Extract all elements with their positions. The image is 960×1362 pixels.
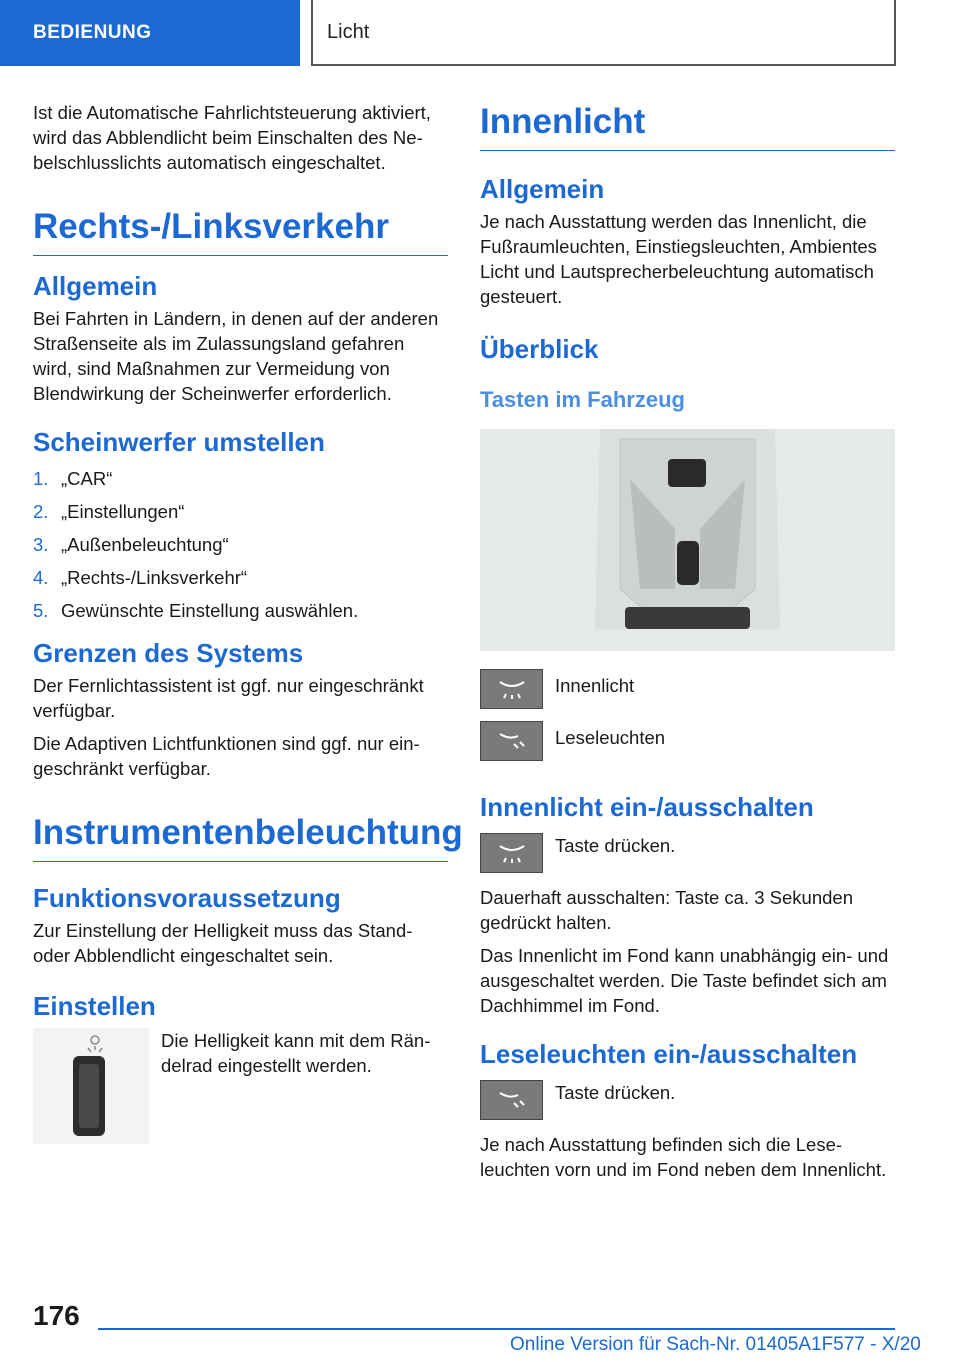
reading-light-label: Leseleuchten (555, 727, 666, 748)
function-requirement-text: Zur Einstellung der Helligkeit muss das Stand- oder Abblendlicht eingeschaltet sein. (33, 920, 413, 966)
heading-toggle-reading: Leseleuchten ein-/ausschalten (480, 1039, 858, 1069)
permanent-off-text: Dauerhaft ausschalten: Taste ca. 3 Sekunden gedrückt halten. (480, 887, 853, 933)
dial-row (33, 1028, 448, 1144)
heading-general-traffic: Allgemein (33, 271, 158, 301)
heading-overview: Überblick (480, 334, 599, 364)
key-row-reading (480, 721, 895, 761)
footer-version: Online Version für Sach-Nr. 01405A1F577 - X/20 (510, 1334, 921, 1355)
heading-instrument-lighting: Instrumentenbeleuchtung (33, 811, 448, 862)
left-column (33, 100, 463, 1156)
section-tab: BEDIENUNG (0, 0, 300, 66)
list-item: 2. „Einstellungen“ (33, 501, 185, 522)
reading-light-icon (480, 1080, 543, 1120)
heading-function-requirement: Funktionsvoraussetzung (33, 883, 341, 913)
general-interior-text: Je nach Ausstattung werden das Innenlicht, die Fußraumleuchten, Einstiegsleuchten, Ambientes Licht und Lautsprecherbeleuchtung automatisch gesteuert. (480, 211, 877, 307)
general-traffic-text: Bei Fahrten in Ländern, in denen auf der anderen Straßenseite als im Zulassungsland gefahren wird, sind Maßnahmen zur Vermeidung von Blendwirkung der Scheinwerfer erforderlich. (33, 308, 439, 404)
key-row-interior (480, 669, 895, 709)
right-column (480, 100, 895, 1190)
press-text: Taste drücken. (555, 1082, 676, 1103)
page-number: 176 (33, 1300, 80, 1331)
heading-switch-headlights: Scheinwerfer umstellen (33, 427, 325, 457)
heading-toggle-interior: Innenlicht ein-/ausschalten (480, 792, 814, 822)
heading-traffic: Rechts-/Linksverkehr (33, 205, 448, 256)
rear-interior-text: Das Innenlicht im Fond kann unabhängig ein- und ausgeschaltet werden. Die Taste befindet sich am Dachhimmel im Fond. (480, 945, 889, 1016)
press-text: Taste drücken. (555, 835, 676, 856)
footer-divider (98, 1328, 895, 1330)
adjust-text: Die Helligkeit kann mit dem Rändelrad eingestellt werden. (161, 1030, 431, 1076)
list-item: 1. „CAR“ (33, 468, 113, 489)
heading-buttons-in-vehicle: Tasten im Fahrzeug (480, 387, 685, 412)
limits-text-1: Der Fernlichtassistent ist ggf. nur eingeschränkt verfügbar. (33, 675, 424, 721)
reading-lights-text: Je nach Ausstattung befinden sich die Leseleuchten vorn und im Fond neben dem Innenlicht. (480, 1134, 887, 1180)
roof-console-image (480, 429, 895, 651)
limits-text-2: Die Adaptiven Lichtfunktionen sind ggf. nur eingeschränkt verfügbar. (33, 733, 420, 779)
interior-light-label: Innenlicht (555, 675, 635, 696)
heading-adjust: Einstellen (33, 991, 156, 1021)
list-item: 4. „Rechts-/Linksverkehr“ (33, 567, 248, 588)
heading-limits: Grenzen des Systems (33, 638, 304, 668)
heading-general-interior: Allgemein (480, 174, 605, 204)
press-row-reading (480, 1080, 895, 1120)
brightness-dial-icon (33, 1028, 149, 1144)
list-item: 5. Gewünschte Einstellung auswählen. (33, 600, 359, 621)
heading-interior-light: Innenlicht (480, 100, 895, 151)
topic-title: Licht (311, 0, 896, 66)
steps-list (33, 466, 448, 623)
interior-light-icon (480, 669, 543, 709)
press-row-interior (480, 833, 895, 873)
intro-text: Ist die Automatische Fahrlichtsteuerung aktiviert, wird das Abblendlicht beim Einschalten des Nebelschlusslichts automatisch eingeschaltet. (33, 102, 431, 173)
list-item: 3. „Außenbeleuchtung“ (33, 534, 229, 555)
reading-light-icon (480, 721, 543, 761)
interior-light-icon (480, 833, 543, 873)
